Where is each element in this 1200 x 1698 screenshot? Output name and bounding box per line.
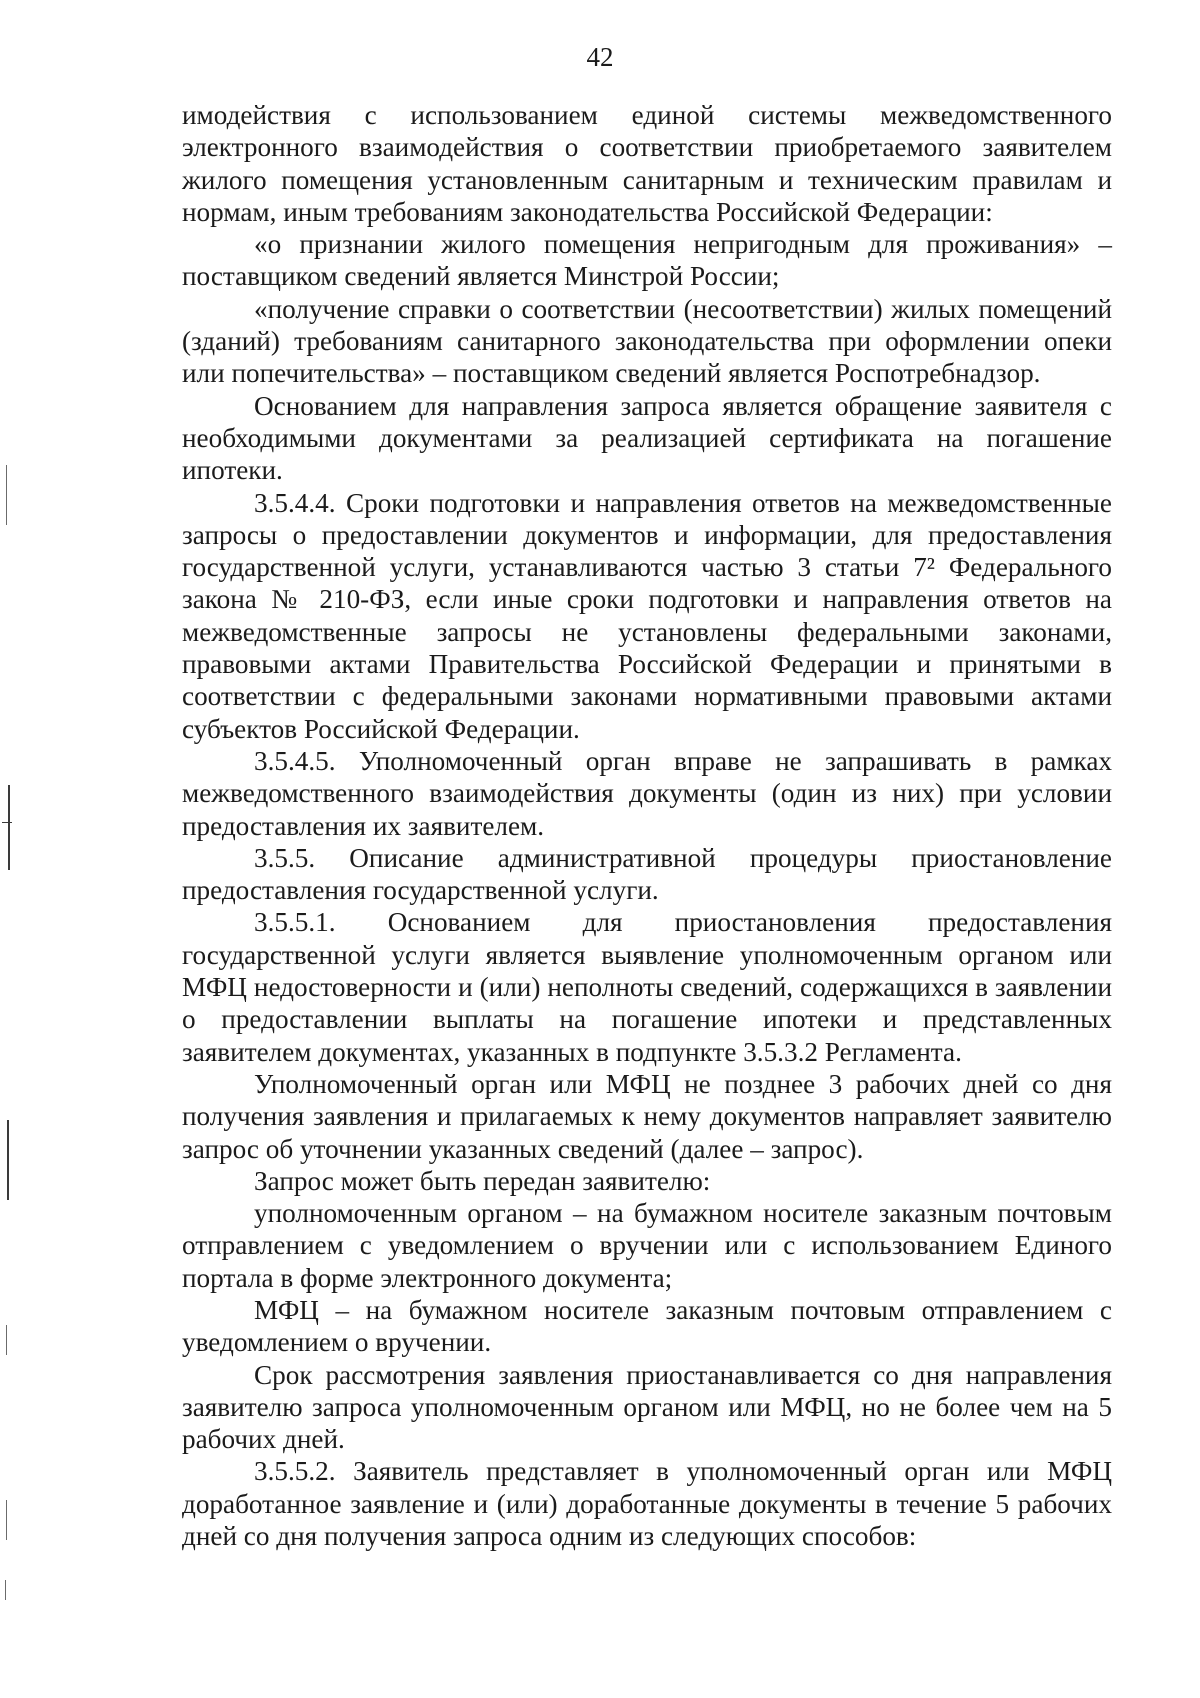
paragraph: МФЦ – на бумажном носителе заказным почтовым отправлением с уведомлением о вручении.: [182, 1294, 1112, 1358]
scan-artifact: [7, 1120, 9, 1200]
document-body: [182, 99, 1112, 1552]
scan-artifact: [6, 1325, 7, 1355]
paragraph: 3.5.5.2. Заявитель представляет в уполномоченный орган или МФЦ доработанное заявление и (или) доработанные документы в течение 5 рабочих дней со дня получения запроса одним из следующих способов:: [182, 1456, 1112, 1552]
paragraph: Запрос может быть передан заявителю:: [254, 1165, 711, 1196]
scan-artifact: [2, 822, 12, 823]
paragraph: «о признании жилого помещения непригодным для проживания» – поставщиком сведений является Минстрой России;: [182, 229, 1112, 292]
scan-artifact: [6, 465, 7, 525]
paragraph: Основанием для направления запроса является обращение заявителя с необходимыми документами за реализацией сертификата на погашение ипотеки.: [182, 390, 1112, 486]
paragraph: 3.5.4.4. Сроки подготовки и направления ответов на межведомственные запросы о предоставлении документов и информации, для предоставления государственной услуги, устанавливаются частью 3 статьи 7² Федерального закона № 210-ФЗ, если иные сроки подготовки и направления ответов на межведомственные запросы не установлены федеральными законами, правовыми актами Правительства Российской Федерации и принятыми в соответствии с федеральными законами нормативными правовыми актами субъектов Российской Федерации.: [182, 487, 1112, 744]
scan-artifact: [5, 1580, 6, 1600]
paragraph: Уполномоченный орган или МФЦ не позднее 3 рабочих дней со дня получения заявления и прилагаемых к нему документов направляет заявителю запрос об уточнении указанных сведений (далее – запрос).: [182, 1068, 1112, 1164]
paragraph: «получение справки о соответствии (несоответствии) жилых помещений (зданий) требованиям санитарного законодательства при оформлении опеки или попечительства» – поставщиком сведений является Роспотребнадзор.: [182, 293, 1112, 389]
page-number: 42: [586, 42, 614, 72]
paragraph: имодействия с использованием единой системы межведомственного электронного взаимодействия о соответствии приобретаемого заявителем жилого помещения установленным санитарным и техническим правилам и нормам, иным требованиям законодательства Российской Федерации:: [182, 100, 1112, 227]
paragraph: Срок рассмотрения заявления приостанавливается со дня направления заявителю запроса уполномоченным органом или МФЦ, но не более чем на 5 рабочих дней.: [182, 1359, 1112, 1455]
scan-artifact: [8, 785, 10, 870]
paragraph: 3.5.5. Описание административной процедуры приостановление предоставления государственной услуги.: [182, 842, 1112, 906]
paragraph: 3.5.4.5. Уполномоченный орган вправе не запрашивать в рамках межведомственного взаимодействия документы (один из них) при условии предоставления их заявителем.: [182, 745, 1112, 841]
scan-artifact: [6, 1500, 7, 1540]
paragraph: уполномоченным органом – на бумажном носителе заказным почтовым отправлением с уведомлением о вручении или с использованием Единого портала в форме электронного документа;: [182, 1198, 1112, 1293]
paragraph: 3.5.5.1. Основанием для приостановления предоставления государственной услуги является выявление уполномоченным органом или МФЦ недостоверности и (или) неполноты сведений, содержащихся в заявлении о предоставлении выплаты на погашение ипотеки и представленных заявителем документах, указанных в подпункте 3.5.3.2 Регламента.: [182, 907, 1112, 1067]
